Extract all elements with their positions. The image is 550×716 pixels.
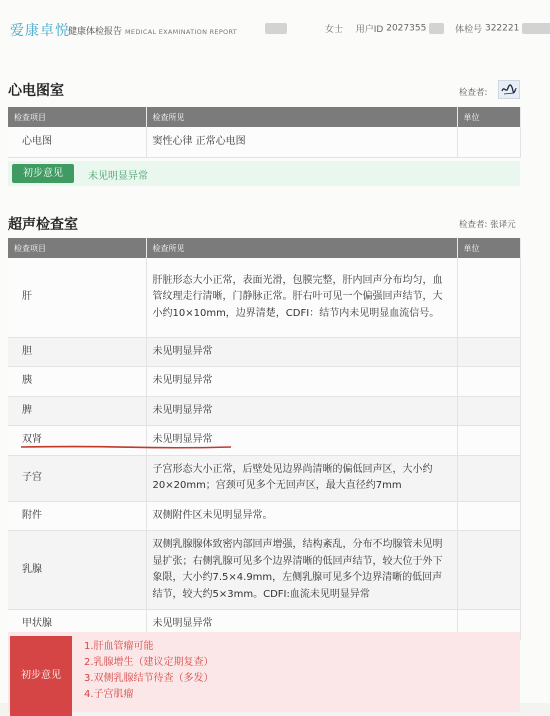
redacted-name	[265, 23, 287, 34]
brand-logo: 爱康卓悦	[10, 23, 70, 39]
table-row	[8, 501, 520, 531]
list-item: 4.子宫肌瘤	[84, 689, 134, 700]
ecg-opinion-label: 初步意见	[12, 164, 74, 183]
ecg-checker-label: 检查者:	[459, 88, 488, 98]
table-row	[8, 367, 520, 397]
row-finding: 未见明显异常	[146, 426, 457, 456]
row-unit	[457, 127, 520, 157]
ecg-signature-stamp	[498, 80, 520, 99]
col-header-item: 检查项目	[8, 107, 146, 127]
redacted-exam-no	[522, 23, 550, 34]
row-unit	[457, 258, 520, 337]
row-finding: 未见明显异常	[146, 367, 457, 397]
user-id-label: 用户ID	[355, 25, 384, 35]
table-row	[8, 396, 520, 426]
row-unit	[457, 501, 520, 531]
row-item: 胰	[8, 367, 146, 397]
exam-no-value: 322221	[484, 23, 520, 34]
ultrasound-checker-name: 张译元	[490, 220, 516, 230]
row-item: 胆	[8, 337, 146, 367]
row-finding: 双侧乳腺腺体致密内部回声增强，结构紊乱，分布不均腺管未见明显扩张；右侧乳腺可见多个边界清晰的低回声结节，较大位于外下象限，大小约7.5×4.9mm，左侧乳腺可见多个边界清晰的低回声结节，较大约5×3mm。CDFI:血流未见明显异常	[146, 531, 457, 610]
col-header-unit: 单位	[457, 238, 520, 258]
table-row	[8, 531, 520, 610]
row-item: 脾	[8, 396, 146, 426]
row-unit	[457, 426, 520, 456]
ecg-opinion-text: 未见明显异常	[88, 171, 148, 182]
row-item: 甲状腺	[8, 610, 146, 640]
ecg-section-title: 心电图室	[8, 83, 64, 99]
ultrasound-checker-label: 检查者:	[459, 220, 488, 230]
row-item: 肝	[8, 258, 146, 337]
ultrasound-table-header	[8, 238, 520, 258]
row-unit	[457, 396, 520, 426]
table-row	[8, 455, 520, 501]
row-item: 乳腺	[8, 531, 146, 610]
row-unit	[457, 337, 520, 367]
table-row	[8, 337, 520, 367]
row-finding: 肝脏形态大小正常，表面光滑，包膜完整，肝内回声分布均匀，血管纹理走行清晰，门静脉正常。肝右叶可见一个偏强回声结节，大小约10×10mm，边界清楚，CDFI：结节内未见明显血流信号。	[146, 258, 457, 337]
ultrasound-section-title: 超声检查室	[8, 217, 78, 233]
user-id-value: 2027355	[386, 23, 427, 34]
ecg-table	[8, 107, 521, 158]
row-unit	[457, 531, 520, 610]
row-unit	[457, 455, 520, 501]
report-title	[68, 24, 237, 37]
ecg-opinion	[8, 161, 520, 186]
row-finding: 未见明显异常	[146, 396, 457, 426]
ultrasound-checker	[459, 218, 516, 230]
list-item: 2.乳腺增生（建议定期复查）	[84, 657, 214, 668]
ultrasound-opinion-list	[84, 639, 214, 703]
table-row	[8, 426, 520, 456]
col-header-unit: 单位	[457, 107, 520, 127]
row-finding: 未见明显异常	[146, 337, 457, 367]
list-item: 1.肝血管瘤可能	[84, 641, 154, 652]
row-finding: 未见明显异常	[146, 610, 457, 640]
report-title-en: MEDICAL EXAMINATION REPORT	[125, 28, 238, 36]
row-finding: 子宫形态大小正常，后壁处见边界尚清晰的偏低回声区，大小约20×20mm；宫颈可见多个无回声区，最大直径约7mm	[146, 455, 457, 501]
row-finding: 窦性心律 正常心电图	[146, 127, 457, 157]
col-header-finding: 检查所见	[146, 107, 457, 127]
table-row	[8, 258, 520, 337]
col-header-item: 检查项目	[8, 238, 146, 258]
report-header	[0, 0, 550, 48]
row-item: 附件	[8, 501, 146, 531]
row-unit	[457, 367, 520, 397]
redacted-user-id	[429, 23, 444, 34]
handwritten-underline	[20, 445, 232, 449]
row-item: 子宫	[8, 455, 146, 501]
col-header-finding: 检查所见	[146, 238, 457, 258]
patient-info	[265, 22, 550, 35]
table-row	[8, 127, 520, 157]
list-item: 3.双侧乳腺结节待查（多发）	[84, 673, 214, 684]
row-finding: 双侧附件区未见明显异常。	[146, 501, 457, 531]
ultrasound-opinion-label: 初步意见	[10, 636, 72, 716]
row-item: 心电图	[8, 127, 146, 157]
report-title-cn: 健康体检报告	[68, 27, 123, 37]
gender-label: 女士	[324, 25, 343, 35]
ecg-table-header	[8, 107, 520, 127]
exam-no-label: 体检号	[455, 25, 483, 35]
ultrasound-table	[8, 238, 521, 640]
row-item: 双肾	[8, 426, 146, 456]
ultrasound-opinion	[8, 632, 520, 712]
